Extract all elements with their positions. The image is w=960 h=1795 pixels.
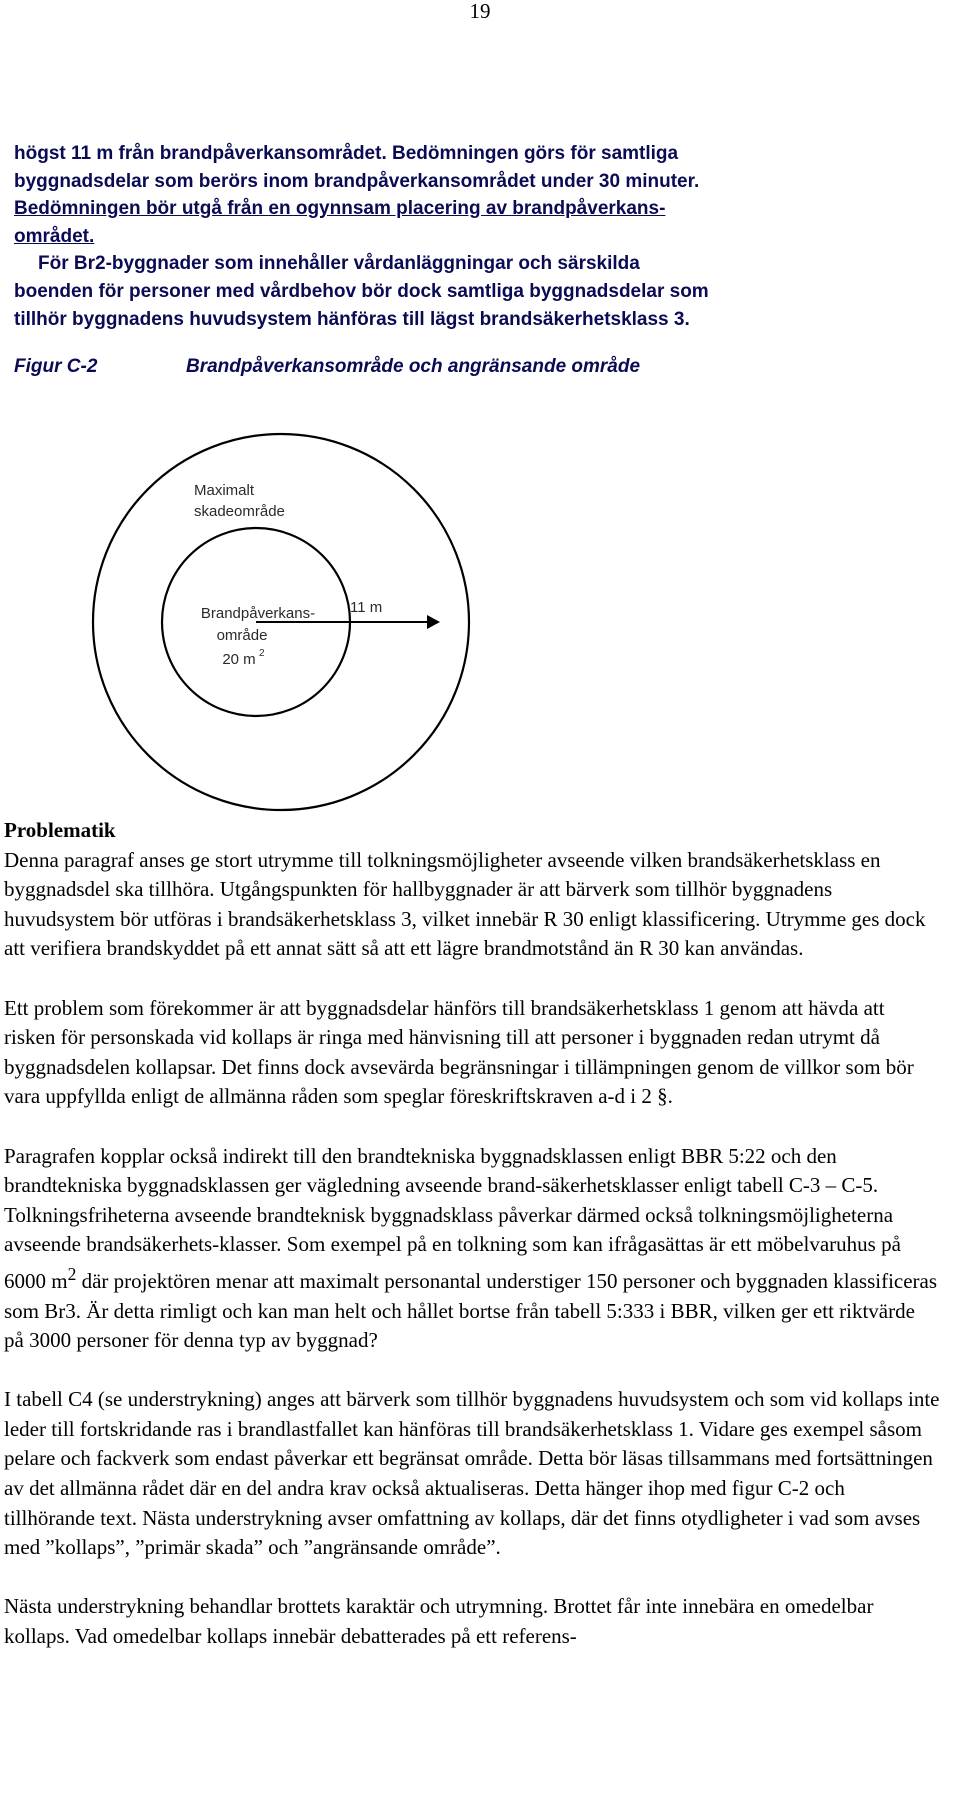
figure-caption — [14, 356, 914, 378]
radius-label: 11 m — [350, 599, 383, 616]
paragraph-5: Nästa understrykning behandlar brottets karaktär och utrymning. Brottet får inte innebära en omedelbar kollaps. Vad omedelbar kollaps innebär debatterades på ett referens- — [4, 1594, 874, 1649]
scan-line: högst 11 m från brandpåverkansområdet. Bedömningen görs för samtliga — [14, 143, 679, 164]
superscript: 2 — [67, 1263, 77, 1284]
inner-label-line-3: 20 m — [222, 651, 256, 668]
body-text — [4, 816, 940, 1681]
paragraph-2: Ett problem som förekommer är att byggnadsdelar hänförs till brandsäkerhetsklass 1 genom att hävda att risken för personskada vid kollaps är ringa med hänvisning till att personer i byggnaden redan utrymt då byggnadsdelen kollapsar. Det finns dock avsevärda begränsningar i tillämpningen genom de villkor som bör vara uppfyllda enligt de allmänna råden som speglar föreskriftskraven a-d i 2 §. — [4, 995, 914, 1109]
fire-zone-diagram — [0, 400, 960, 820]
paragraph-3-part-1: Paragrafen kopplar också indirekt till den brandtekniska byggnadsklassen enligt BBR 5:22 och den brandtekniska byggnadsklassen ger vägledning avseende brand-säkerhetsklasser enligt tabell C-3 – C-5. Tolkningsfriheterna avseende brandteknisk byggnadsklass påverkar därmed också tolkningsmöjligheterna avseende brandsäkerhets-klasser. Som exempel på en tolkning som kan ifrågasättas är ett möbelvaruhus på 6000 m — [4, 1143, 901, 1293]
page-number: 19 — [469, 0, 491, 23]
paragraph-3 — [4, 1142, 940, 1356]
scan-line: tillhör byggnadens huvudsystem hänföras till lägst brandsäkerhetsklass 3. — [14, 308, 690, 330]
inner-label-line-1: Brandpåverkans- — [200, 605, 316, 622]
paragraph-4: I tabell C4 (se understrykning) anges att bärverk som tillhör byggnadens huvudsystem och som vid kollaps inte leder till fortskridande ras i brandlastfallet kan hänföras till brandsäkerhetsklass 1. Vidare ges exempel såsom pelare och fackverk som endast påverkar ett begränsat område. Detta bör läsas tillsammans med fortsättningen av det allmänna rådet där en del andra krav också aktualiseras. Detta hänger ihop med figur C-2 och tillhörande text. Nästa understrykning avser omfattning av kollaps, där det finns otydligheter i vad som avses med ”kollaps”, ”primär skada” och ”angränsande område”. — [4, 1387, 940, 1560]
inner-label-line-2: område — [216, 627, 268, 644]
paragraph-1: Denna paragraf anses ge stort utrymme till tolkningsmöjligheter avseende vilken brandsäkerhetsklass en byggnadsdel ska tillhöra. Utgångspunkten för hallbyggnader är att bärverk som tillhör byggnadens huvudsystem bör utföras i brandsäkerhetsklass 3, vilket innebär R 30 enligt klassificering. Utrymme ges dock att verifiera brandskyddet på ett annat sätt så att ett lägre brandmotstånd än R 30 kan användas. — [4, 847, 926, 961]
scan-line: För Br2-byggnader som innehåller vårdanläggningar och särskilda — [38, 253, 640, 275]
paragraph-3-part-2: där projektören menar att maximalt personantal understiger 150 personer och byggnaden klassificeras som Br3. Är detta rimligt och kan man helt och hållet bortse från tabell 5:333 i BBR, vilken ger ett riktvärde på 3000 personer för denna typ av byggnad? — [4, 1268, 938, 1353]
inner-label-sup: 2 — [259, 648, 265, 659]
figure-label: Figur C-2 — [14, 356, 98, 377]
figure-title: Brandpåverkansområde och angränsande område — [186, 356, 641, 377]
scan-line: boenden för personer med vårdbehov bör dock samtliga byggnadsdelar som — [14, 280, 709, 302]
radius-arrowhead — [427, 615, 440, 629]
scanned-excerpt — [14, 140, 914, 333]
scan-line-underlined: området. — [14, 225, 95, 247]
section-heading: Problematik — [4, 818, 116, 842]
scan-line: byggnadsdelar som berörs inom brandpåverkansområdet under 30 minuter. — [14, 170, 700, 192]
scan-line-underlined: Bedömningen bör utgå från en ogynnsam placering av brandpåverkans- — [14, 198, 666, 220]
outer-label-line-1: Maximalt — [194, 482, 255, 499]
outer-label-line-2: skadeområde — [194, 503, 285, 520]
